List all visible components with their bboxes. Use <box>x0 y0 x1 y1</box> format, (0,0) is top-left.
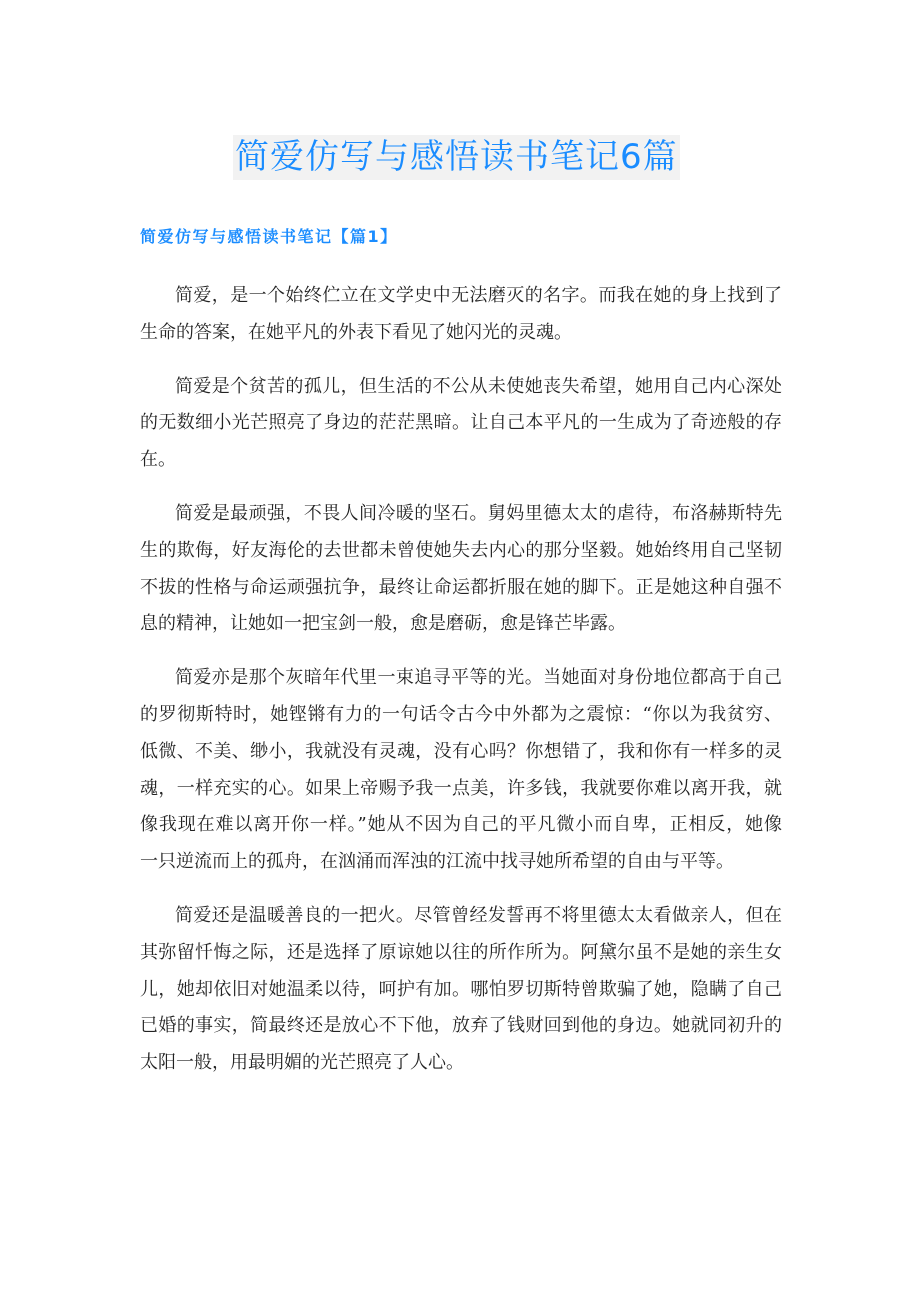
paragraph <box>140 278 782 352</box>
paragraph-line: 简爱是最顽强，不畏人间冷暖的坚石。舅妈里德太太的虐待，布洛赫斯特先 <box>175 502 782 524</box>
paragraph <box>140 496 782 643</box>
paragraph-line: 息的精神，让她如一把宝剑一般，愈是磨砺，愈是锋芒毕露。 <box>140 613 626 635</box>
paragraph-line: 生的欺侮，好友海伦的去世都未曾使她失去内心的那分坚毅。她始终用自己坚韧 <box>140 539 782 561</box>
paragraph-line: 像我现在难以离开你一样。”她从不因为自己的平凡微小而自卑，正相反，她像 <box>140 814 782 836</box>
section-heading: 简爱仿写与感悟读书笔记【篇1】 <box>140 227 398 246</box>
document-body <box>140 278 782 1099</box>
paragraph-line: 儿，她却依旧对她温柔以待，呵护有加。哪怕罗切斯特曾欺骗了她，隐瞒了自己 <box>140 978 782 1000</box>
paragraph-line: 低微、不美、缈小，我就没有灵魂，没有心吗？你想错了，我和你有一样多的灵 <box>140 740 782 762</box>
paragraph-line: 一只逆流而上的孤舟，在汹涌而浑浊的江流中找寻她所希望的自由与平等。 <box>140 851 734 873</box>
paragraph-line: 简爱还是温暖善良的一把火。尽管曾经发誓再不将里德太太看做亲人，但在 <box>175 904 782 926</box>
paragraph-line: 太阳一般，用最明媚的光芒照亮了人心。 <box>140 1052 464 1074</box>
paragraph-line: 已婚的事实，简最终还是放心不下他，放弃了钱财回到他的身边。她就同初升的 <box>140 1015 782 1037</box>
document-title: 简爱仿写与感悟读书笔记6篇 <box>233 135 680 180</box>
paragraph-line: 生命的答案，在她平凡的外表下看见了她闪光的灵魂。 <box>140 321 572 343</box>
paragraph-line: 其弥留忏悔之际，还是选择了原谅她以往的所作所为。阿黛尔虽不是她的亲生女 <box>140 941 782 963</box>
paragraph-line: 不拔的性格与命运顽强抗争，最终让命运都折服在她的脚下。正是她这种自强不 <box>140 576 782 598</box>
paragraph-line: 在。 <box>140 449 176 471</box>
paragraph-line: 简爱亦是那个灰暗年代里一束追寻平等的光。当她面对身份地位都高于自己 <box>175 667 782 689</box>
paragraph <box>140 660 782 881</box>
paragraph-line: 魂，一样充实的心。如果上帝赐予我一点美，许多钱，我就要你难以离开我，就 <box>140 777 782 799</box>
paragraph-line: 的罗彻斯特时，她铿锵有力的一句话令古今中外都为之震惊：“你以为我贫穷、 <box>140 703 782 725</box>
paragraph-line: 简爱，是一个始终伫立在文学史中无法磨灭的名字。而我在她的身上找到了 <box>175 285 782 306</box>
paragraph-line: 简爱是个贫苦的孤儿，但生活的不公从未使她丧失希望，她用自己内心深处 <box>175 375 782 397</box>
paragraph <box>140 369 782 479</box>
paragraph <box>140 898 782 1082</box>
paragraph-line: 的无数细小光芒照亮了身边的茫茫黑暗。让自己本平凡的一生成为了奇迹般的存 <box>140 412 782 434</box>
